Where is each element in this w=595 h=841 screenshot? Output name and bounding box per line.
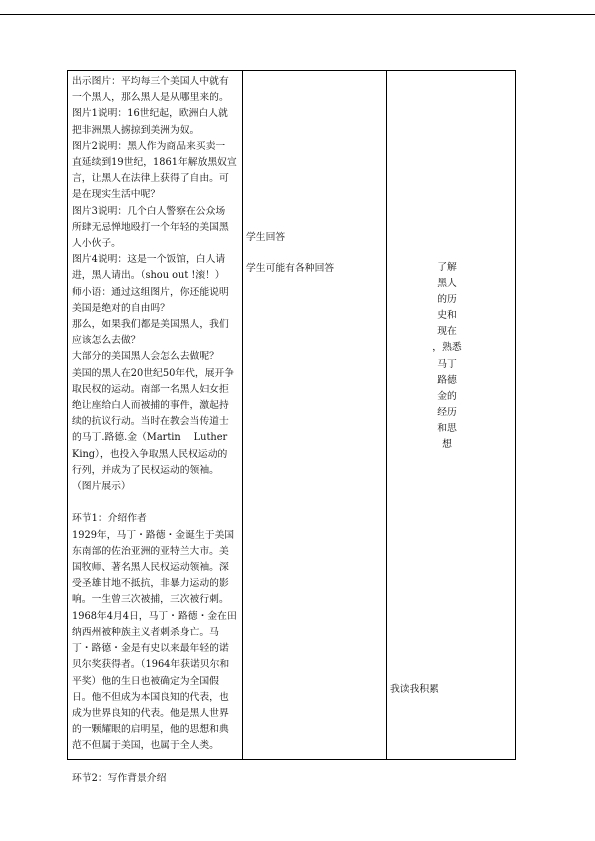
text-line: 图片2说明：黑人作为商品来买卖一 [72,140,226,152]
text-line: 人小伙子。 [72,238,121,250]
text-line: 黑人 [437,278,457,290]
text-line: 经历 [437,406,457,418]
text-line: 取民权的运动。南部一名黑人妇女拒 [72,383,229,395]
spacer [72,495,240,511]
text-line: 美国是绝对的自由吗？ [72,302,170,314]
teaching-content-column [72,74,240,787]
text-line: 平奖）他的生日也被确定为全国假 [72,675,219,687]
student-answer-text: 学生回答 [246,232,286,243]
text-line: 师小语：通过这组图片，你还能说明 [72,286,229,298]
column-divider-2 [386,71,387,759]
text-line: 续的抗议行动。当时在教会当传道士 [72,416,229,428]
text-line: （图片展示） [72,481,131,493]
text-line: 丁・路德・金是有史以来最年轻的诺 [72,643,229,655]
text-line: 一个黑人，那么黑人是从哪里来的。 [72,92,229,104]
text-line: 直延续到19世纪，1861年解放黑奴宣 [72,157,237,169]
text-line: King），也投入争取黑人民权运动的 [72,448,228,460]
text-line: 那么，如果我们都是美国黑人，我们 [72,319,229,331]
text-line: 环节2：写作背景介绍 [72,772,167,784]
text-line: 了解 [437,262,457,273]
text-line: 马丁 [437,358,457,370]
text-line: 出示图片：平均每三个美国人中就有 [72,76,229,87]
text-line: 金的 [437,390,457,402]
background-section [72,771,240,787]
text-line: 史和 [437,310,457,322]
text-line: 的马丁.路德.金（Martin Luther [72,432,228,444]
column-divider-1 [242,71,243,759]
text-line: ，熟悉 [432,342,462,354]
text-line: 言，让黑人在法律上获得了自由。可 [72,173,229,185]
text-line: 环节1：介绍作者 [72,513,147,525]
text-line: 和思 [437,422,457,434]
text-line: 图片1说明：16世纪起，欧洲白人就 [72,108,228,120]
text-line: 国牧师、著名黑人民权运动领袖。深 [72,562,229,574]
text-line: 现在 [437,326,457,338]
lesson-table [67,70,516,784]
text-line: 绝让座给白人而被捕的事件，激起持 [72,400,229,412]
accumulate-label: 我读我积累 [390,684,439,695]
text-line: 受圣雄甘地不抵抗，非暴力运动的影 [72,578,229,590]
text-line: 想 [442,439,452,451]
text-line: 是在现实生活中呢？ [72,189,161,201]
text-line: 成为世界良知的代表。他是黑人世界 [72,707,229,719]
text-line: 行列，并成为了民权运动的领袖。 [72,464,219,476]
header-rule [0,14,595,15]
text-line: 的一颗耀眼的启明星，他的思想和典 [72,724,229,736]
text-line: 进，黑人请出。（shou out !滚！） [72,270,225,282]
text-line: 1968年4月4日，马丁・路德・金在田 [72,610,237,622]
text-line: 的历 [437,294,457,306]
text-line: 贝尔奖获得者。（1964年获诺贝尔和 [72,659,230,671]
text-line: 应该怎么去做？ [72,335,141,347]
text-line: 所肆无忌惮地殴打一个年轻的美国黑 [72,221,229,233]
text-line: 大部分的美国黑人会怎么去做呢？ [72,351,219,363]
text-line: 1929年，马丁・路德・金诞生于美国 [72,529,235,541]
text-line: 东南部的佐治亚洲的亚特兰大市。美 [72,545,229,557]
text-line: 路德 [437,374,457,386]
author-section [72,511,240,754]
text-line: 把非洲黑人掳掠到美洲为奴。 [72,124,200,136]
intro-paragraph [72,74,240,495]
text-line: 图片4说明：这是一个饭馆，白人请 [72,254,226,266]
goal-vertical-text [426,260,468,453]
text-line: 图片3说明：几个白人警察在公众场 [72,205,226,217]
spacer [72,755,240,771]
text-line: 美国的黑人在20世纪50年代，展开争 [72,367,235,379]
text-line: 纳西州被种族主义者刺杀身亡。马 [72,626,219,638]
text-line: 范不但属于美国，也属于全人类。 [72,740,219,752]
text-line: 日。他不但成为本国良知的代表，也 [72,691,229,703]
text-line: 响。一生曾三次被捕，三次被行刺。 [72,594,229,606]
student-various-answer-text: 学生可能有各种回答 [246,263,335,274]
